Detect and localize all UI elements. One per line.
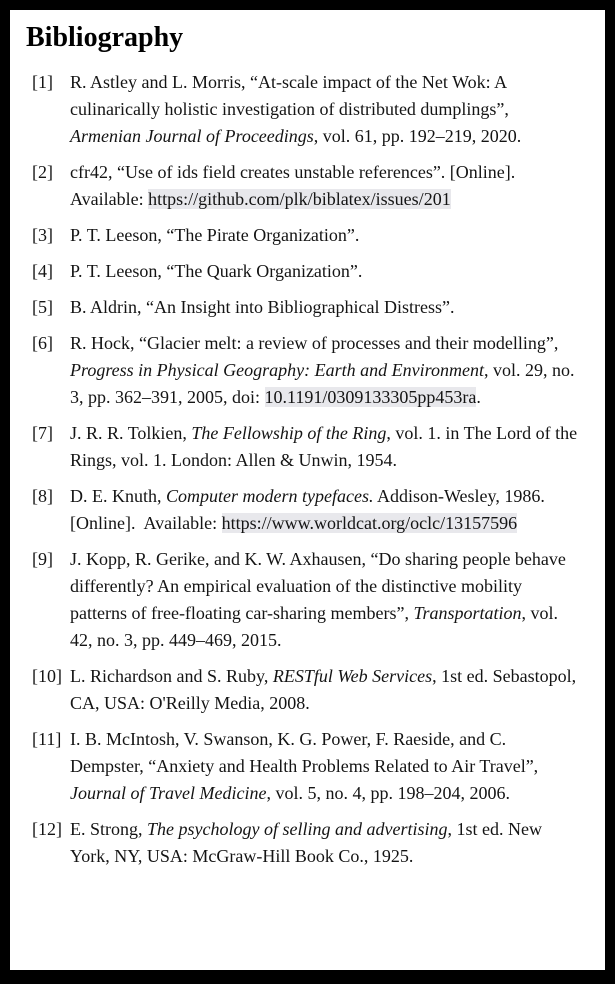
bibliography-entry [26, 222, 579, 249]
entry-link[interactable]: https://github.com/plk/biblatex/issues/201 [148, 189, 451, 209]
entry-text-segment: L. Richardson and S. Ruby, [70, 666, 273, 686]
entry-number: [11] [32, 729, 62, 749]
entry-link[interactable]: 10.1191/0309133305pp453ra [264, 387, 477, 407]
entry-number: [10] [32, 666, 62, 686]
bibliography-entry [26, 483, 579, 537]
entry-text-segment: J. R. R. Tolkien, [70, 423, 192, 443]
bibliography-entry [26, 816, 579, 870]
bibliography-entry [26, 159, 579, 213]
entry-work-title: The Fellowship of the Ring [191, 423, 387, 443]
entry-work-title: RESTful Web Services [272, 666, 433, 686]
entry-text [70, 159, 579, 213]
entry-number: [3] [32, 225, 53, 245]
entry-number: [8] [32, 486, 53, 506]
entry-text [70, 330, 579, 411]
entry-text-segment: , vol. 42, no. 3, pp. 449–469, 2015. [70, 603, 563, 650]
entry-text-segment: , vol. 61, pp. 192–219, 2020. [313, 126, 522, 146]
entry-number: [7] [32, 423, 53, 443]
entry-text-segment: P. T. Leeson, “The Quark Organization”. [70, 261, 363, 281]
entry-text [70, 294, 579, 321]
entry-text-segment: R. Astley and L. Morris, “At-scale impact of the Net Wok: A culinarically holistic investigation of distributed dumplings”, [70, 72, 514, 119]
bibliography-entry [26, 546, 579, 654]
bibliography-entry [26, 69, 579, 150]
entry-text-segment: B. Aldrin, “An Insight into Bibliographical Distress”. [70, 297, 455, 317]
bibliography-entry [26, 420, 582, 474]
entry-text [70, 420, 582, 474]
entry-text-segment: Addison-Wesley, 1986. [Online]. Available: [70, 486, 550, 533]
entry-text [70, 258, 579, 285]
entry-text-segment: J. Kopp, R. Gerike, and K. W. Axhausen, “Do sharing people behave differently? An empirical evaluation of the distinctive mobility patterns of free-floating car-sharing members”, [70, 549, 571, 623]
entry-text-segment: , vol. 1. in The Lord of the Rings, vol. 1. London: Allen & Unwin, 1954. [70, 423, 582, 470]
entry-work-title: The psychology of selling and advertising [147, 819, 448, 839]
entry-number: [1] [32, 72, 53, 92]
entry-text [70, 69, 579, 150]
entry-text [70, 816, 579, 870]
entry-work-title: Journal of Travel Medicine [70, 783, 267, 803]
entry-text-segment: P. T. Leeson, “The Pirate Organization”. [70, 225, 360, 245]
entry-text [70, 663, 579, 717]
entry-text-segment: D. E. Knuth, [70, 486, 166, 506]
entry-text-segment: I. B. McIntosh, V. Swanson, K. G. Power, F. Raeside, and C. Dempster, “Anxiety and Health Problems Related to Air Travel”, [70, 729, 543, 776]
document-page [10, 10, 605, 970]
entry-work-title: Transportation [413, 603, 522, 623]
entry-text-segment: , 1st ed. Sebastopol, CA, USA: O'Reilly Media, 2008. [70, 666, 581, 713]
entry-text [70, 726, 579, 807]
entry-work-title: Progress in Physical Geography: Earth and Environment [70, 360, 484, 380]
entry-number: [4] [32, 261, 53, 281]
entry-text [70, 222, 579, 249]
entry-number: [9] [32, 549, 53, 569]
bibliography-entry [26, 726, 579, 807]
entry-number: [5] [32, 297, 53, 317]
bibliography-list [26, 69, 582, 870]
bibliography-entry [26, 258, 579, 285]
entry-text-segment: R. Hock, “Glacier melt: a review of processes and their modelling”, [70, 333, 563, 353]
entry-text-segment: . [476, 387, 481, 407]
bibliography-entry [26, 294, 579, 321]
entry-text [70, 483, 579, 537]
entry-number: [12] [32, 819, 62, 839]
entry-number: [2] [32, 162, 53, 182]
entry-text-segment: cfr42, “Use of ids field creates unstable references”. [Online]. Available: [70, 162, 519, 209]
entry-text-segment: , vol. 5, no. 4, pp. 198–204, 2006. [266, 783, 510, 803]
entry-number: [6] [32, 333, 53, 353]
entry-work-title: Armenian Journal of Proceedings [70, 126, 314, 146]
entry-text-segment: , 1st ed. New York, NY, USA: McGraw-Hill Book Co., 1925. [70, 819, 546, 866]
bibliography-entry [26, 663, 579, 717]
entry-text-segment: , vol. 29, no. 3, pp. 362–391, 2005, doi: [70, 360, 579, 407]
entry-work-title: Computer modern typefaces. [166, 486, 374, 506]
entry-text-segment: E. Strong, [70, 819, 148, 839]
bibliography-entry [26, 330, 579, 411]
page-title: Bibliography [26, 22, 184, 53]
entry-text [70, 546, 579, 654]
entry-link[interactable]: https://www.worldcat.org/oclc/13157596 [221, 513, 518, 533]
